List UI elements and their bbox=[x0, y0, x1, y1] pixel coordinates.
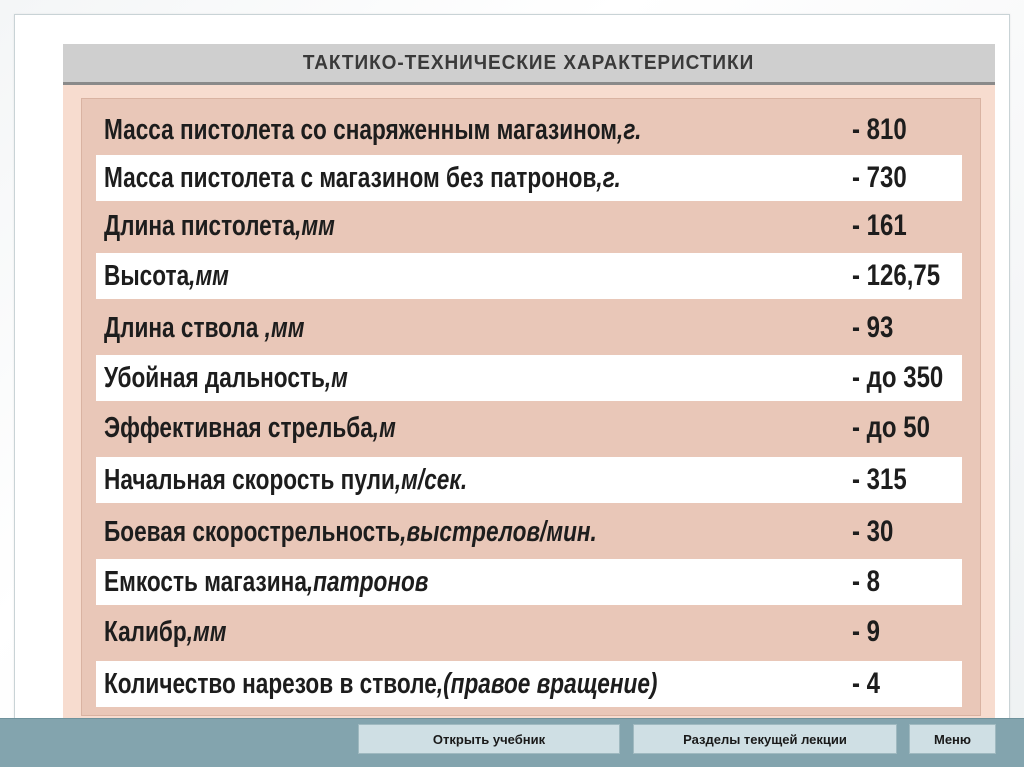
spec-label: Емкость магазина,патронов bbox=[104, 566, 429, 598]
spec-row bbox=[96, 107, 962, 153]
spec-label: Масса пистолета с магазином без патронов,г. bbox=[104, 162, 621, 194]
spec-row bbox=[96, 355, 962, 401]
spec-value: - 315 bbox=[852, 463, 907, 496]
spec-value: - 161 bbox=[852, 209, 907, 242]
spec-label: Начальная скорость пули,м/сек. bbox=[104, 464, 468, 496]
spec-row bbox=[96, 253, 962, 299]
spec-label: Длина ствола ,мм bbox=[104, 312, 305, 344]
spec-row bbox=[96, 203, 962, 249]
navigation-bar bbox=[0, 718, 1024, 767]
spec-label: Калибр,мм bbox=[104, 616, 227, 648]
spec-value: - до 50 bbox=[852, 411, 930, 444]
spec-row bbox=[96, 405, 962, 451]
slide-title-bar bbox=[63, 44, 995, 85]
spec-row bbox=[96, 305, 962, 351]
menu-button[interactable]: Меню bbox=[909, 724, 996, 754]
spec-value: - 93 bbox=[852, 311, 894, 344]
spec-value: - 4 bbox=[852, 667, 881, 700]
slide-title: ТАКТИКО-ТЕХНИЧЕСКИЕ ХАРАКТЕРИСТИКИ bbox=[303, 51, 755, 74]
spec-value: - 126,75 bbox=[852, 259, 941, 292]
spec-value: - 730 bbox=[852, 161, 907, 194]
lecture-sections-button[interactable]: Разделы текущей лекции bbox=[633, 724, 897, 754]
spec-label: Боевая скорострельность,выстрелов/мин. bbox=[104, 516, 597, 548]
spec-value: - до 350 bbox=[852, 361, 944, 394]
spec-label: Количество нарезов в стволе,(правое вращение) bbox=[104, 668, 658, 700]
spec-value: - 9 bbox=[852, 615, 881, 648]
open-textbook-button[interactable]: Открыть учебник bbox=[358, 724, 620, 754]
spec-row bbox=[96, 509, 962, 555]
spec-label: Высота,мм bbox=[104, 260, 229, 292]
spec-value: - 30 bbox=[852, 515, 894, 548]
slide-image bbox=[63, 44, 995, 725]
slide-frame bbox=[14, 14, 1010, 720]
specs-table bbox=[81, 98, 981, 716]
spec-row bbox=[96, 609, 962, 655]
spec-row bbox=[96, 155, 962, 201]
spec-value: - 810 bbox=[852, 113, 907, 146]
spec-label: Масса пистолета со снаряженным магазином,г. bbox=[104, 114, 642, 146]
spec-label: Эффективная стрельба,м bbox=[104, 412, 396, 444]
spec-value: - 8 bbox=[852, 565, 881, 598]
spec-label: Убойная дальность,м bbox=[104, 362, 348, 394]
spec-label: Длина пистолета,мм bbox=[104, 210, 335, 242]
spec-row bbox=[96, 661, 962, 707]
spec-row bbox=[96, 559, 962, 605]
spec-row bbox=[96, 457, 962, 503]
